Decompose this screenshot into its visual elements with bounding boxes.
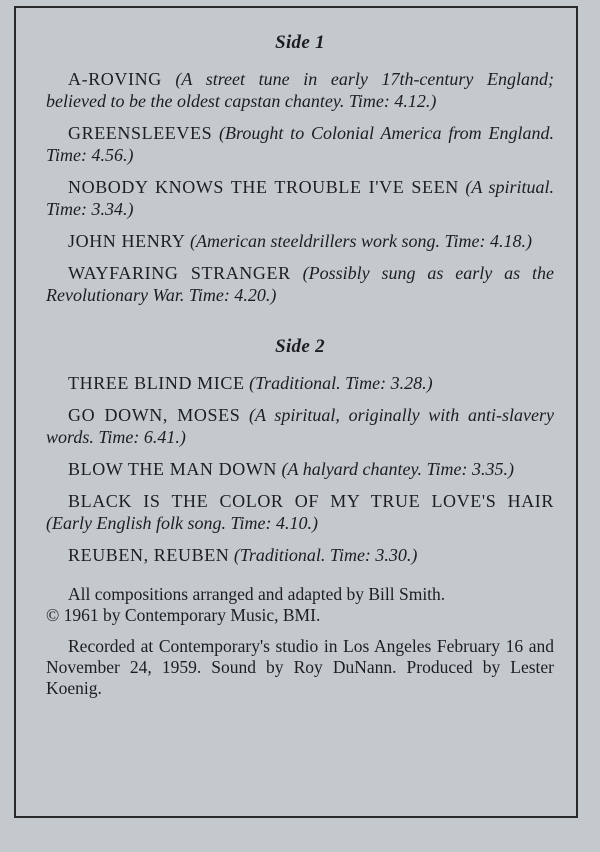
track-note: (A halyard chantey. Time: 3.35.) — [281, 459, 514, 479]
recording-credits: Recorded at Contemporary's studio in Los Angeles February 16 and November 24, 1959. Sound by Roy DuNann. Produced by Lester Koenig. — [46, 636, 554, 698]
track-note: (Early English folk song. Time: 4.10.) — [46, 513, 318, 533]
track-title: GREENSLEEVES — [68, 123, 213, 143]
track-title: A-ROVING — [68, 69, 162, 89]
track-title: GO DOWN, MOSES — [68, 405, 241, 425]
arrangement-credit: All compositions arranged and adapted by Bill Smith. — [68, 584, 446, 604]
track-listing — [46, 230, 554, 252]
track-title: BLOW THE MAN DOWN — [68, 459, 278, 479]
track-note: (A street tune in early 17th-century England; believed to be the oldest capstan chantey. Time: 4.12.) — [46, 69, 555, 111]
track-title: BLACK IS THE COLOR OF MY TRUE LOVE'S HAIR — [68, 491, 554, 511]
track-title: THREE BLIND MICE — [68, 373, 245, 393]
track-title: REUBEN, REUBEN — [68, 545, 230, 565]
track-note: (American steeldrillers work song. Time: 4.18.) — [190, 231, 532, 251]
track-title: JOHN HENRY — [68, 231, 186, 251]
track-listing — [46, 262, 554, 306]
track-listing — [46, 490, 554, 534]
track-note: (A spiritual, originally with anti-slavery words. Time: 6.41.) — [46, 405, 554, 447]
track-listing — [46, 544, 554, 566]
track-title: NOBODY KNOWS THE TROUBLE I'VE SEEN — [68, 177, 459, 197]
track-note: (A spiritual. Time: 3.34.) — [46, 177, 555, 219]
track-note: (Traditional. Time: 3.30.) — [233, 545, 418, 565]
track-listing — [46, 68, 554, 112]
track-listing — [46, 176, 554, 220]
track-listing — [46, 122, 554, 166]
side-1-heading: Side 1 — [275, 32, 325, 53]
track-note: (Traditional. Time: 3.28.) — [249, 373, 433, 393]
track-note: (Brought to Colonial America from England. Time: 4.56.) — [46, 123, 554, 165]
track-listing — [46, 458, 554, 480]
track-title: WAYFARING STRANGER — [68, 263, 291, 283]
side-2-heading: Side 2 — [275, 336, 325, 357]
copyright-notice: © 1961 by Contemporary Music, BMI. — [46, 605, 321, 625]
track-note: (Possibly sung as early as the Revolutionary War. Time: 4.20.) — [46, 263, 555, 305]
arrangement-credits — [46, 584, 554, 626]
liner-notes-content — [46, 32, 554, 709]
track-listing — [46, 372, 554, 394]
track-listing — [46, 404, 554, 448]
